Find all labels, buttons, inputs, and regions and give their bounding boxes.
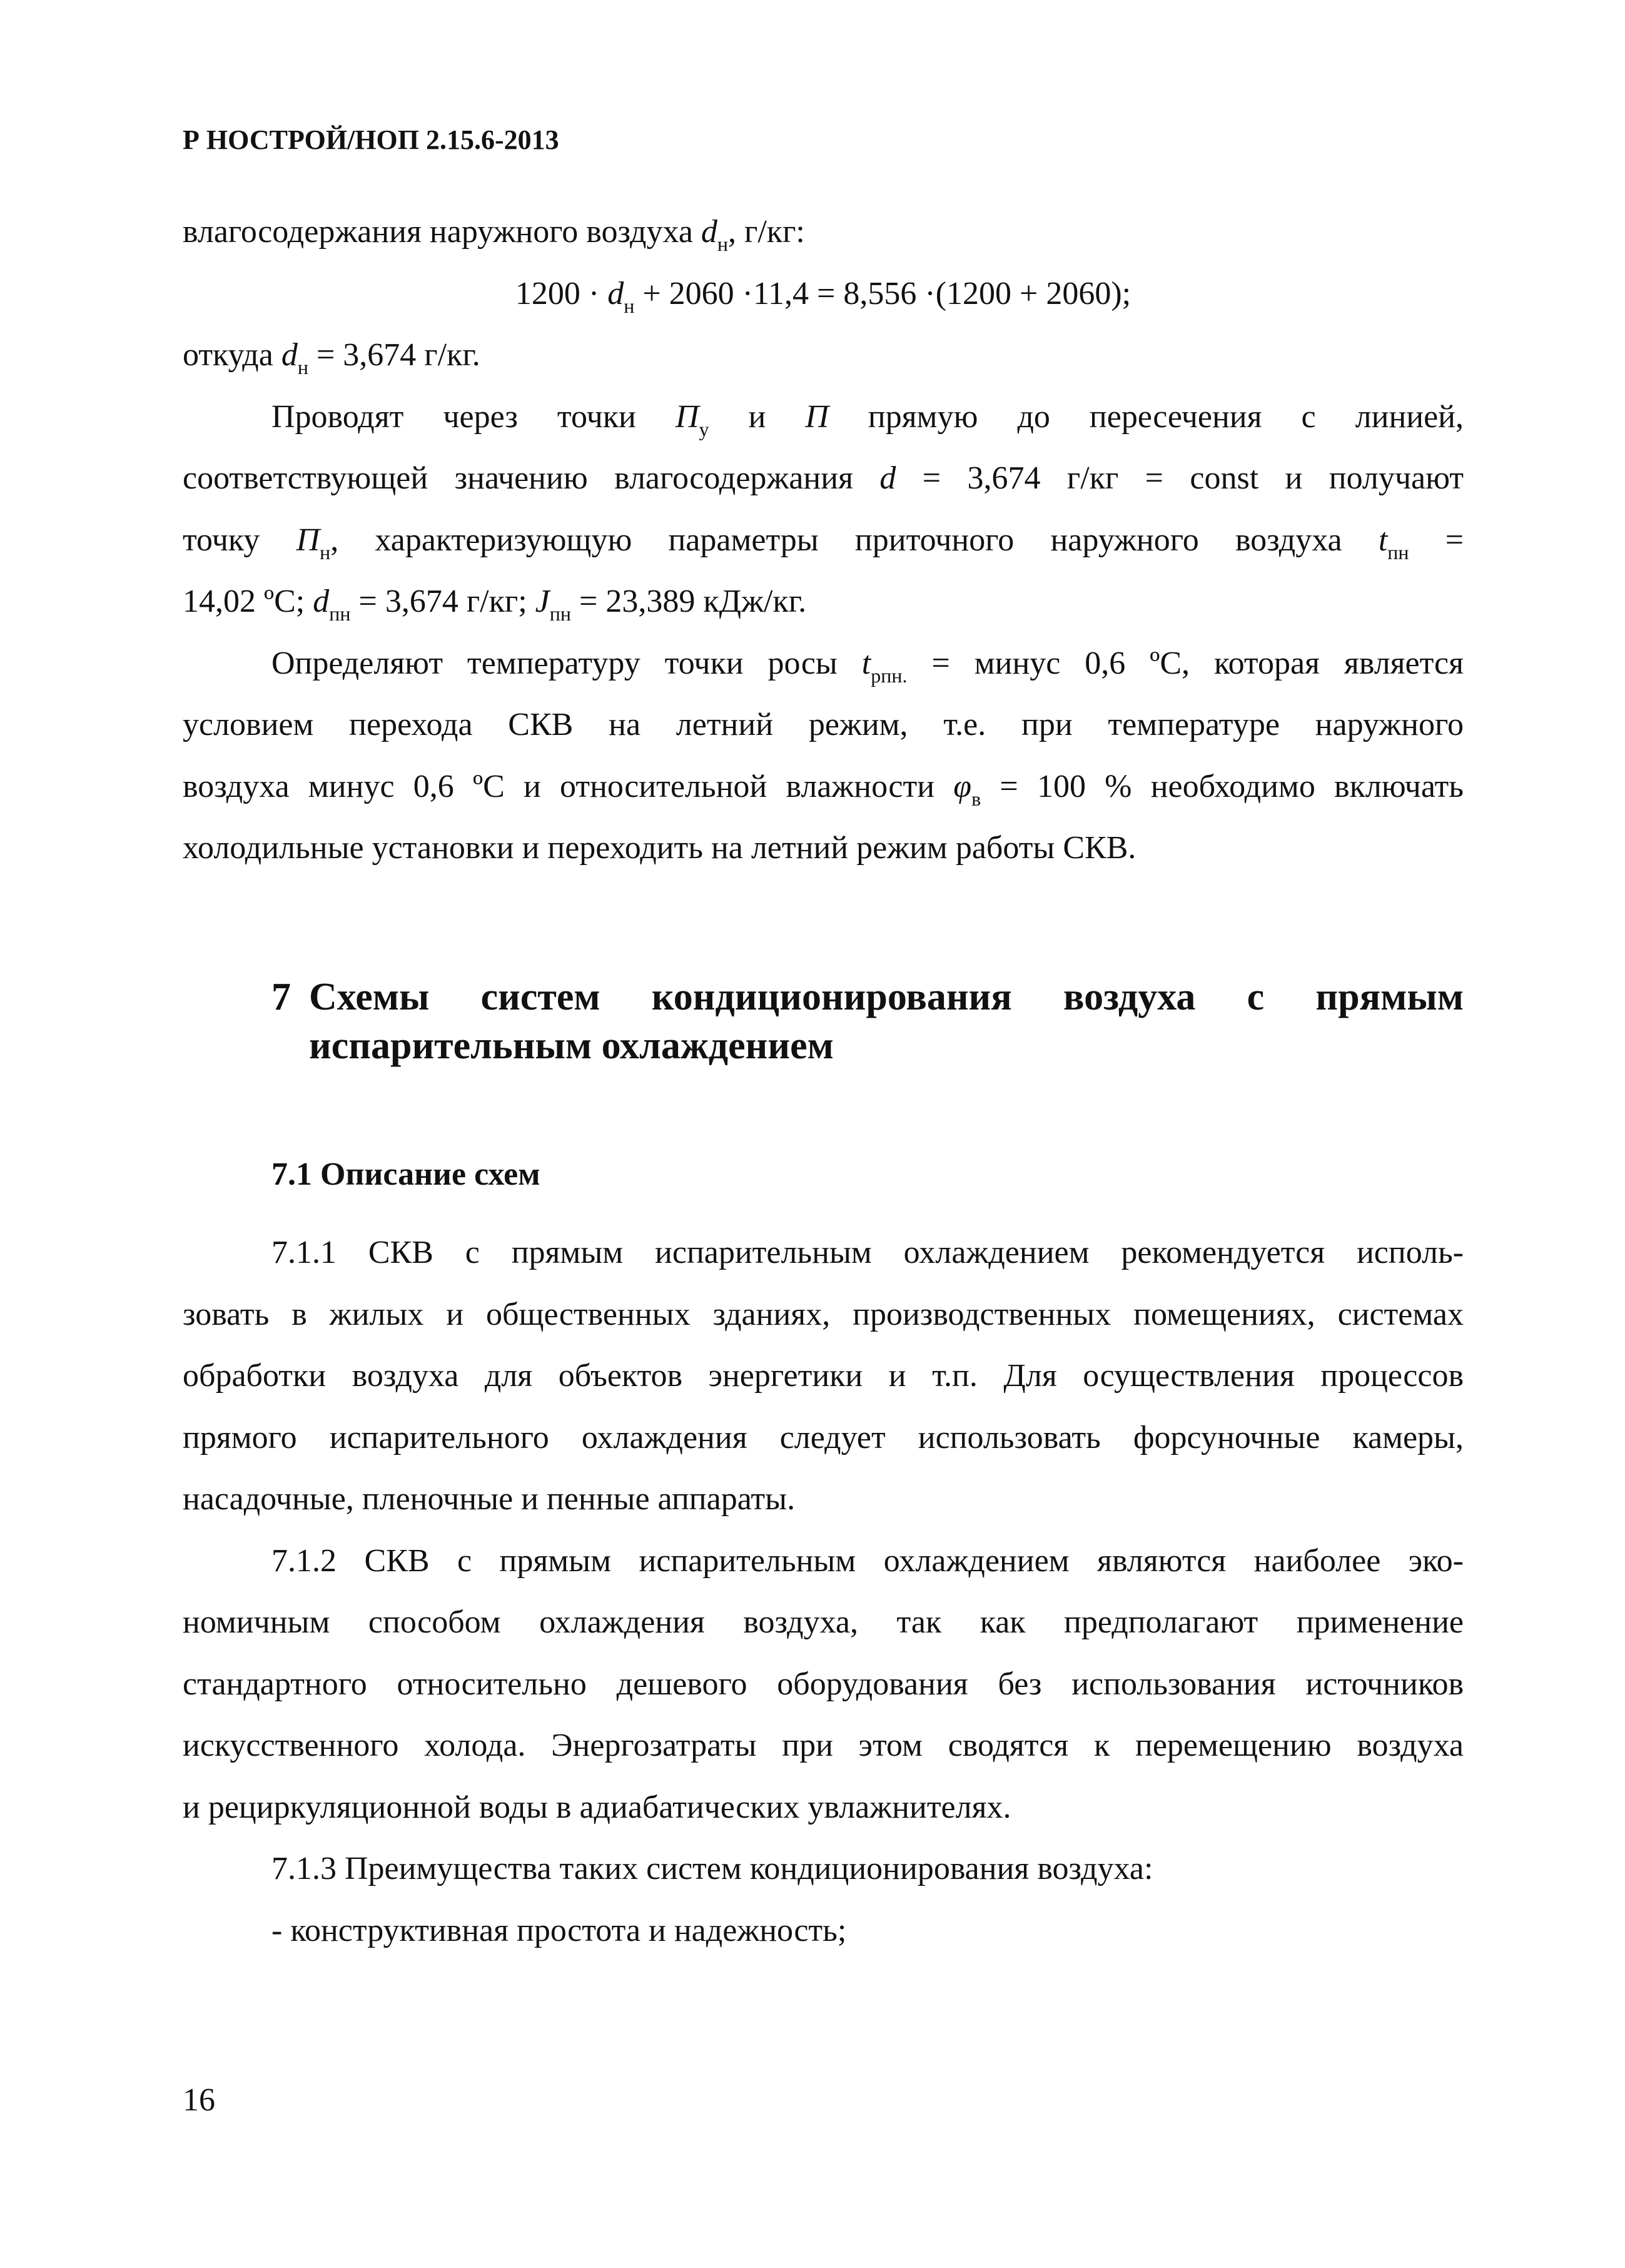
paragraph-line: стандартного относительно дешевого оборудования без использования источников xyxy=(183,1666,1464,1702)
page-number: 16 xyxy=(183,2082,215,2118)
paragraph-line: номичным способом охлаждения воздуха, так как предполагают применение xyxy=(183,1604,1464,1640)
paragraph-line: зовать в жилых и общественных зданиях, производственных помещениях, системах xyxy=(183,1296,1464,1332)
paragraph-line: и рециркуляционной воды в адиабатических увлажнителях. xyxy=(183,1789,1011,1825)
paragraph-line: точку $П_н$, характеризующую параметры приточного наружного воздуха $t_{пн}$ = xyxy=(183,522,1464,564)
section-title xyxy=(309,973,1464,1070)
paragraph-line: Определяют температуру точки росы $t_{рпн.}$ = минус 0,6 ºС, которая является xyxy=(271,645,1464,687)
paragraph-line: 7.1.3 Преимущества таких систем кондиционирования воздуха: xyxy=(271,1851,1153,1886)
paragraph-line: условием перехода СКВ на летний режим, т.е. при температуре наружного xyxy=(183,707,1464,742)
text-line: влагосодержания наружного воздуха $d_н$, г/кг: xyxy=(183,214,805,255)
equation: $1200 \cdot d_н + 2060 \cdot 11,4 = 8,556 \cdot(1200 + 2060)$; xyxy=(515,275,1131,317)
calculation-block xyxy=(183,201,1464,879)
paragraph-line: 7.1.1 СКВ с прямым испарительным охлаждением рекомендуется исполь- xyxy=(271,1235,1464,1270)
paragraph-line: 7.1.2 СКВ с прямым испарительным охлаждением являются наиболее эко- xyxy=(271,1542,1464,1579)
paragraph-line: насадочные, пленочные и пенные аппараты. xyxy=(183,1481,796,1517)
section-title-line: испарительным охлаждением xyxy=(309,1025,834,1067)
paragraph-line: прямого испарительного охлаждения следует использовать форсуночные камеры, xyxy=(183,1419,1464,1455)
section-heading xyxy=(271,973,1464,1070)
paragraph-line: холодильные установки и переходить на летний режим работы СКВ. xyxy=(183,830,1136,866)
paragraph-line: соответствующей значению влагосодержания d = 3,674 г/кг = const и получают xyxy=(183,460,1464,496)
paragraph-line: воздуха минус 0,6 ºС и относительной влажности $\varphi_в = 100$ % необходимо включать xyxy=(183,768,1464,810)
document-code-header: Р НОСТРОЙ/НОП 2.15.6-2013 xyxy=(183,124,559,155)
paragraph-line: 14,02 ºС; $d_{пн} = 3,674$ г/кг; $J_{пн} = 23,389$ кДж/кг. xyxy=(183,584,807,625)
list-item: - конструктивная простота и надежность; xyxy=(271,1912,847,1948)
section-number: 7 xyxy=(271,976,291,1018)
paragraph-line: обработки воздуха для объектов энергетики и т.п. Для осуществления процессов xyxy=(183,1358,1464,1394)
text-line: откуда $d_н = 3,674$ г/кг. xyxy=(183,337,480,378)
section-title-line: Схемы систем кондиционирования воздуха с прямым xyxy=(309,976,1464,1018)
section-body xyxy=(183,1222,1464,1962)
subsection-heading: 7.1 Описание схем xyxy=(271,1157,540,1192)
paragraph-line: искусственного холода. Энергозатраты при этом сводятся к перемещению воздуха xyxy=(183,1728,1464,1763)
paragraph-line: Проводят через точки $П_у$ и П прямую до пересечения с линией, xyxy=(271,398,1464,440)
